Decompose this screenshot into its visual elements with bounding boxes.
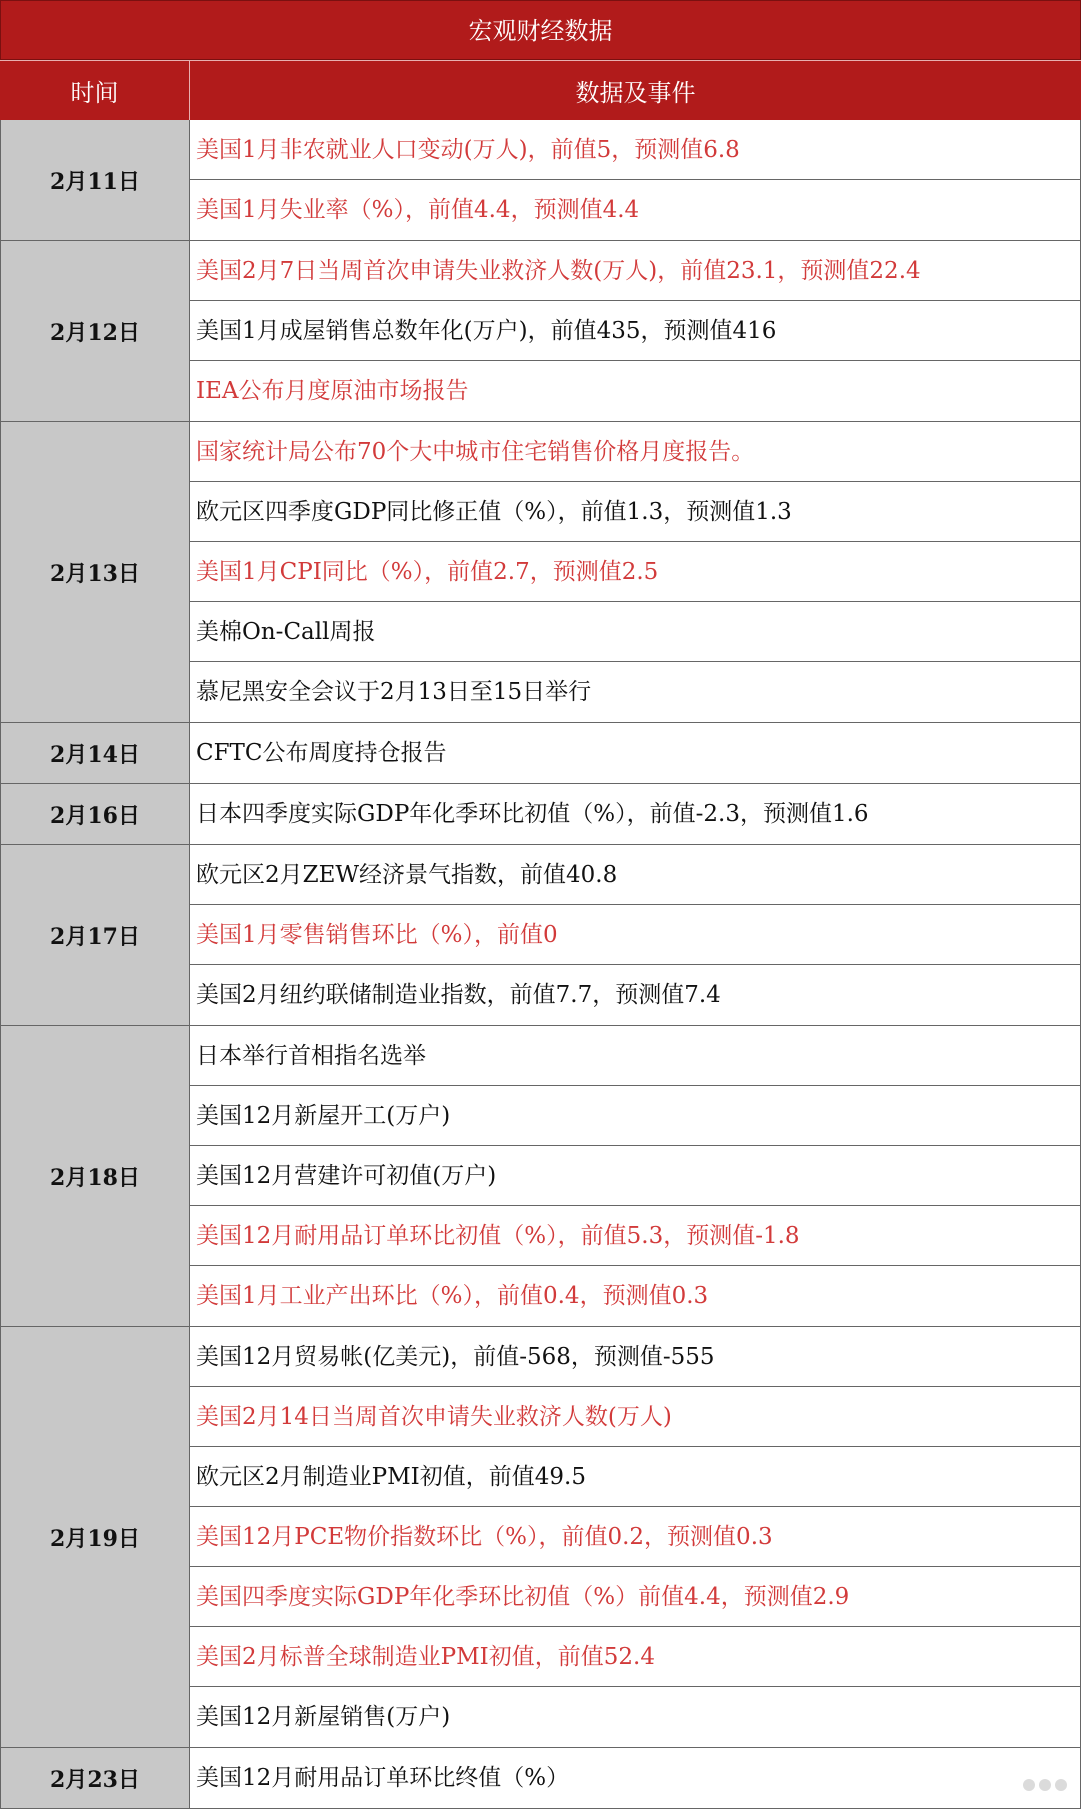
- events-list: [190, 784, 1081, 844]
- more-options-icon[interactable]: [1023, 1779, 1067, 1791]
- event-item: 欧元区2月制造业PMI初值，前值49.5: [190, 1447, 1080, 1507]
- date-cell: 2月12日: [0, 241, 190, 421]
- event-item: 美国12月耐用品订单环比初值（%），前值5.3，预测值-1.8: [190, 1206, 1080, 1266]
- event-item: 美国1月成屋销售总数年化(万户)，前值435，预测值416: [190, 301, 1080, 361]
- event-item: 日本四季度实际GDP年化季环比初值（%），前值-2.3，预测值1.6: [196, 801, 869, 827]
- date-cell: 2月17日: [0, 845, 190, 1025]
- events-list: [190, 120, 1081, 240]
- table-title: 宏观财经数据: [0, 0, 1081, 60]
- events-column-header: 数据及事件: [575, 79, 696, 107]
- event-item: 美国2月标普全球制造业PMI初值，前值52.4: [190, 1627, 1080, 1687]
- event-item: 欧元区2月ZEW经济景气指数，前值40.8: [190, 845, 1080, 905]
- event-item: 美国1月工业产出环比（%），前值0.4，预测值0.3: [196, 1283, 709, 1309]
- date-group: [0, 422, 1081, 723]
- event-item: 慕尼黑安全会议于2月13日至15日举行: [196, 679, 592, 705]
- event-item: 国家统计局公布70个大中城市住宅销售价格月度报告。: [190, 422, 1080, 482]
- event-item: 美国四季度实际GDP年化季环比初值（%）前值4.4，预测值2.9: [190, 1567, 1080, 1627]
- events-list: [190, 1026, 1081, 1326]
- date-cell: 2月16日: [0, 784, 190, 844]
- date-cell: 2月14日: [0, 723, 190, 783]
- date-group: [0, 1026, 1081, 1327]
- date-group: [0, 1327, 1081, 1748]
- date-cell: 2月23日: [0, 1748, 190, 1808]
- date-cell: 2月13日: [0, 422, 190, 722]
- date-cell: 2月19日: [0, 1327, 190, 1747]
- event-item: 日本举行首相指名选举: [190, 1026, 1080, 1086]
- events-list: [190, 422, 1081, 722]
- event-item: 美国12月新屋销售(万户): [196, 1704, 451, 1730]
- events-list: [190, 241, 1081, 421]
- events-list: [190, 1327, 1081, 1747]
- event-item: 美国2月7日当周首次申请失业救济人数(万人)，前值23.1，预测值22.4: [190, 241, 1080, 301]
- date-group: [0, 241, 1081, 422]
- event-item: 美国12月新屋开工(万户): [190, 1086, 1080, 1146]
- events-list: [190, 1748, 1081, 1808]
- event-item: 美国12月贸易帐(亿美元)，前值-568，预测值-555: [190, 1327, 1080, 1387]
- table-body: [0, 120, 1081, 1809]
- date-group: [0, 845, 1081, 1026]
- date-cell: 2月11日: [0, 120, 190, 240]
- event-item: 美国2月14日当周首次申请失业救济人数(万人): [190, 1387, 1080, 1447]
- event-item: 美棉On-Call周报: [190, 602, 1080, 662]
- event-item: 美国1月CPI同比（%），前值2.7，预测值2.5: [190, 542, 1080, 602]
- events-list: [190, 845, 1081, 1025]
- events-list: [190, 723, 1081, 783]
- event-item: IEA公布月度原油市场报告: [196, 378, 469, 404]
- event-item: 美国12月耐用品订单环比终值（%）: [196, 1765, 570, 1791]
- event-item: CFTC公布周度持仓报告: [196, 740, 447, 766]
- date-group: [0, 1748, 1081, 1809]
- event-item: 美国2月纽约联储制造业指数，前值7.7，预测值7.4: [196, 982, 721, 1008]
- event-item: 美国1月非农就业人口变动(万人)，前值5，预测值6.8: [190, 120, 1080, 180]
- event-item: 美国12月营建许可初值(万户): [190, 1146, 1080, 1206]
- event-item: 美国12月PCE物价指数环比（%），前值0.2，预测值0.3: [190, 1507, 1080, 1567]
- time-column-header: 时间: [0, 61, 190, 120]
- date-cell: 2月18日: [0, 1026, 190, 1326]
- event-item: 欧元区四季度GDP同比修正值（%），前值1.3，预测值1.3: [190, 482, 1080, 542]
- date-group: [0, 723, 1081, 784]
- event-item: 美国1月失业率（%），前值4.4，预测值4.4: [196, 197, 640, 223]
- table-header: [0, 60, 1081, 120]
- date-group: [0, 784, 1081, 845]
- date-group: [0, 120, 1081, 241]
- event-item: 美国1月零售销售环比（%），前值0: [190, 905, 1080, 965]
